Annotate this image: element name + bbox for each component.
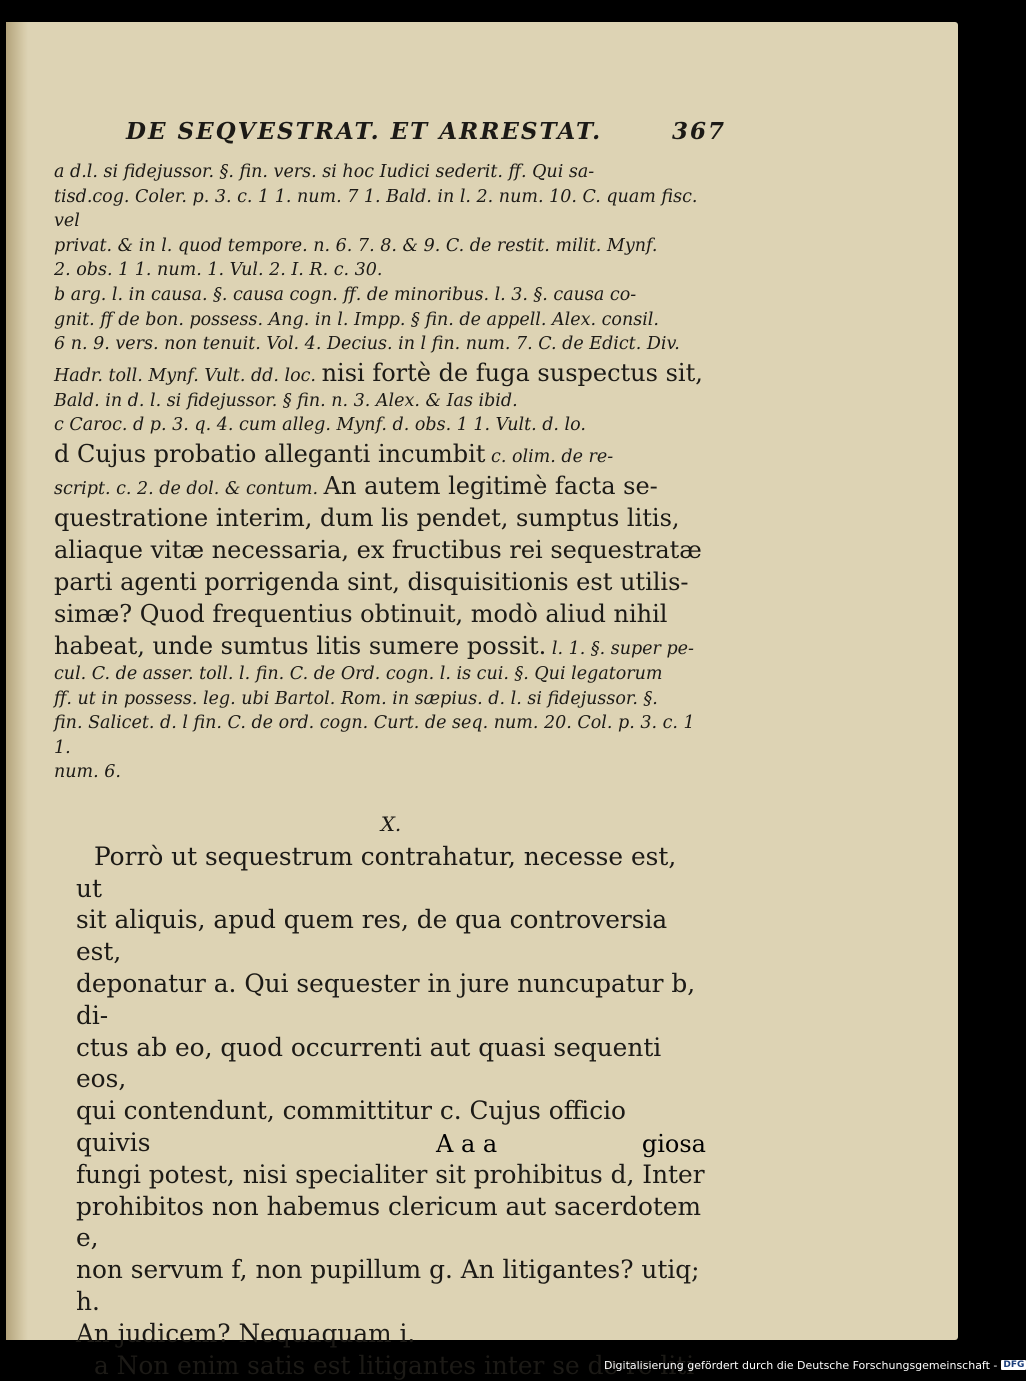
footer-text: Digitalisierung gefördert durch die Deutsche Forschungsgemeinschaft -: [604, 1358, 998, 1372]
note-line: b arg. l. in causa. §. causa cogn. ff. de minoribus. l. 3. §. causa co-: [54, 284, 637, 305]
note-d-lead: d Cujus probatio alleganti incumbit: [54, 439, 486, 468]
body-line: sit aliquis, apud quem res, de qua controversia est,: [76, 905, 668, 967]
page-gutter: [6, 22, 28, 1340]
note-d-body: An autem legitimè facta se-: [323, 471, 658, 500]
note-d-body: habeat, unde sumtus litis sumere possit.: [54, 631, 547, 660]
body-line: qui contendunt, committitur c. Cujus officio quivis: [76, 1096, 626, 1157]
main-text: [76, 809, 706, 1381]
header-title: DE SEQVESTRAT. ET ARRESTAT.: [126, 118, 603, 145]
note-inline-text: nisi fortè de fuga suspectus sit,: [321, 358, 703, 387]
note-line: 6 n. 9. vers. non tenuit. Vol. 4. Decius. in l fin. num. 7. C. de Edict. Div.: [54, 334, 680, 355]
dfg-logo: DFG: [1003, 1360, 1025, 1370]
body-line: prohibitos non habemus clericum aut sacerdotem e,: [76, 1191, 702, 1253]
note-line: Bald. in d. l. si fidejussor. § fin. n. 3. Alex. & Ias ibid.: [54, 390, 518, 411]
note-d-cite: l. 1. §. super pe-: [551, 638, 694, 659]
note-line: aliaque vitæ necessaria, ex fructibus rei sequestratæ: [54, 535, 702, 564]
note-line: privat. & in l. quod tempore. n. 6. 7. 8. & 9. C. de restit. milit. Mynf.: [54, 235, 658, 256]
page-number: 367: [671, 118, 726, 145]
catchword: giosa: [641, 1130, 706, 1158]
note-line: a d.l. si fidejussor. §. fin. vers. si hoc Iudici sederit. ff. Qui sa-: [54, 162, 595, 182]
funding-footer: [604, 1358, 1026, 1372]
note-d-cite: c. olim. de re-: [491, 446, 614, 467]
note-line: [54, 630, 704, 662]
note-line-part: Hadr. toll. Mynf. Vult. dd. loc.: [54, 365, 316, 386]
note-line: parti agenti porrigenda sint, disquisitionis est utilis-: [54, 567, 689, 596]
body-line: non servum f, non pupillum g. An litigantes? utiq; h.: [76, 1255, 700, 1316]
body-line: An judicem? Nequaquam i.: [76, 1318, 416, 1348]
footnotes-block: [54, 160, 704, 785]
note-line: num. 6.: [54, 762, 121, 783]
note-line: tisd.cog. Coler. p. 3. c. 1 1. num. 7 1. Bald. in l. 2. num. 10. C. quam fisc. vel: [54, 186, 698, 232]
note-line: 2. obs. 1 1. num. 1. Vul. 2. I. R. c. 30.: [54, 260, 383, 281]
note-line: questratione interim, dum lis pendet, sumptus litis,: [54, 503, 680, 532]
body-line: a Non enim satis est litigantes inter se de re liti-: [94, 1350, 703, 1380]
note-line: ff. ut in possess. leg. ubi Bartol. Rom. in sæpius. d. l. si fidejussor. §.: [54, 688, 658, 709]
note-d-cite2: script. c. 2. de dol. & contum.: [54, 478, 319, 499]
note-line: cul. C. de asser. toll. l. fin. C. de Ord. cogn. l. is cui. §. Qui legatorum: [54, 663, 663, 684]
signature-mark: A a a: [436, 1130, 498, 1158]
note-line: fin. Salicet. d. l fin. C. de ord. cogn. Curt. de seq. num. 20. Col. p. 3. c. 1 1.: [54, 713, 695, 758]
note-line: gnit. ff de bon. possess. Ang. in l. Impp. § fin. de appell. Alex. consil.: [54, 309, 659, 330]
note-line: [54, 438, 704, 470]
catchword-line: [436, 1130, 706, 1158]
note-line: [54, 357, 704, 389]
body-line: deponatur a. Qui sequester in jure nuncupatur b, di-: [76, 968, 696, 1030]
body-line: fungi potest, nisi specialiter sit prohibitus d, Inter: [76, 1159, 705, 1189]
body-line: Porrò ut sequestrum contrahatur, necesse est, ut: [76, 841, 677, 903]
section-mark: X.: [380, 812, 402, 836]
note-line: [54, 470, 704, 502]
body-line: ctus ab eo, quod occurrenti aut quasi sequenti eos,: [76, 1032, 662, 1094]
note-line: simæ? Quod frequentius obtinuit, modò aliud nihil: [54, 599, 668, 628]
note-line: c Caroc. d p. 3. q. 4. cum alleg. Mynf. d. obs. 1 1. Vult. d. lo.: [54, 415, 586, 436]
running-header: [126, 118, 726, 145]
